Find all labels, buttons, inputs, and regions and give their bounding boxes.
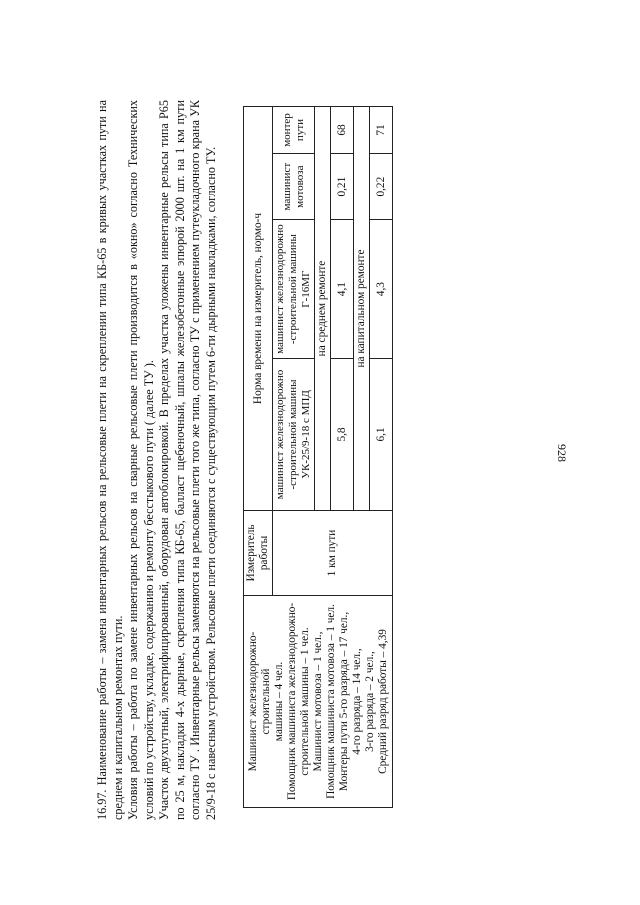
medium-value-g16: 4,1 (331, 220, 354, 359)
staff-line: Машинист мотовоза – 1 чел., (311, 631, 324, 772)
unit-header: Измеритель работы (244, 511, 273, 596)
medium-value-fitter: 68 (331, 107, 354, 154)
unit-value: 1 км пути (273, 511, 393, 596)
staff-line: Помощник машиниста железнодорожно- (285, 602, 298, 801)
page-number: 928 (555, 444, 569, 462)
staff-cell (244, 596, 393, 808)
staff-line: 4-го разряда – 14 чел., (350, 648, 363, 755)
site-description: Участок двухпутный, электрифицированный, оборудован автоблокировкой. В пределах участка уложены инвентарные рельсы типа Р65 по 25 м, накладки 4-х дырные, скрепления типа КБ-65, балласт щебеночный, шпалы железобетонные эпюрой 2000 шт. на 1 км пути согласно ТУ . Инвентарные рельсы заменяются на рельсовые плети того же типа, согласно ТУ с применением путеукладочного крана УК 25/9-18 с навесным устройством. Рельсовые плети соединяются с существующим путем 6-ти дырными накладками, согласно ТУ. (157, 100, 218, 820)
capital-repair-label: на капитальном ремонте (354, 107, 370, 511)
capital-value-fitter: 71 (370, 107, 393, 154)
capital-value-uk: 6,1 (370, 358, 393, 510)
capital-value-g16: 4,3 (370, 220, 393, 359)
staff-line: машины – 4 чел. (272, 661, 285, 742)
staff-list (247, 599, 390, 804)
staff-line: Монтеры пути 5-го разряда – 17 чел., (337, 611, 350, 792)
subcol-uk-operator: машинист железнодорожно -строительной машины УК-25/9-18 с МПД (273, 358, 315, 510)
medium-value-uk: 5,8 (331, 358, 354, 510)
subcol-track-fitter: монтер пути (273, 107, 315, 154)
medium-value-motor: 0,21 (331, 154, 354, 220)
section-text (95, 100, 219, 820)
staff-line: строительной машины – 1 чел. (298, 627, 311, 776)
subcol-g16-operator: машинист железнодорожно -строительной машины Г-16МГ (273, 220, 315, 359)
staff-line: Машинист железнодорожно-строительной (246, 631, 272, 772)
time-norm-table (243, 106, 393, 808)
staff-line: Средний разряд работы – 4,39 (376, 629, 389, 774)
section-heading: 16.97. Наименование работы – замена инвентарных рельсов на рельсовые плети на скреплении типа КБ-65 в кривых участках пути на среднем и капитальном ремонтах пути. (95, 100, 125, 820)
work-conditions: Условия работы – работа по замене инвентарных рельсов на сварные рельсовые плети производится в «окно» согласно Технических условий по устройству, укладке, содержанию и ремонту бесстыкового пути ( далее ТУ ). (126, 100, 156, 820)
medium-repair-label: на среднем ремонте (315, 107, 331, 511)
rotated-page-content (95, 100, 435, 820)
staff-line: Помощник машиниста мотовоза – 1 чел. (324, 604, 337, 799)
staff-line: 3-го разряда – 2 чел., (363, 651, 376, 752)
capital-value-motor: 0,22 (370, 154, 393, 220)
norm-header: Норма времени на измеритель, нормо-ч (244, 107, 273, 511)
subcol-motor-operator: машинист мотовоза (273, 154, 315, 220)
